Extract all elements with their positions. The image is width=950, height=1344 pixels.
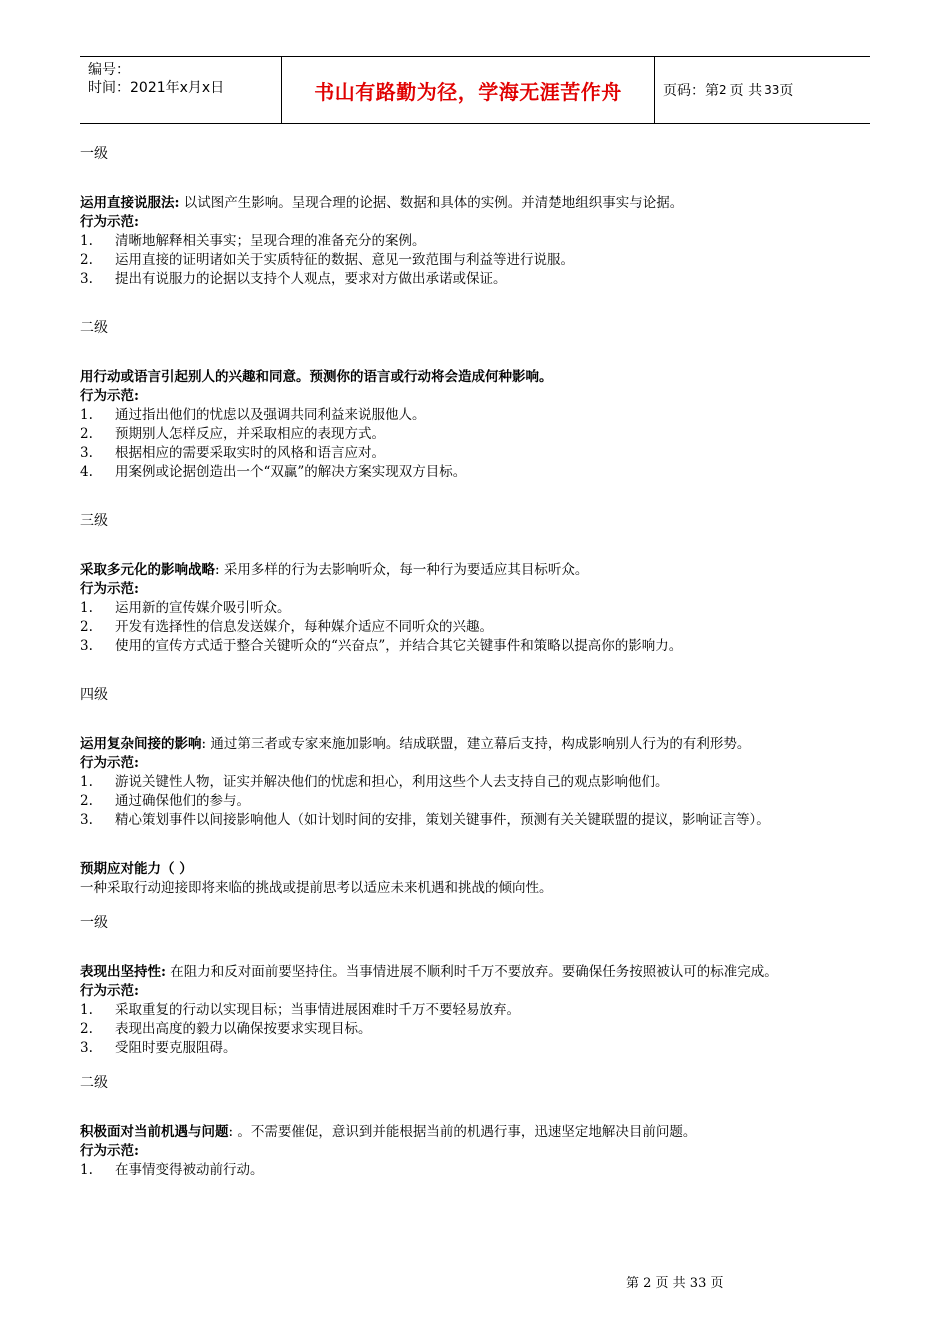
list-item: 2. 运用直接的证明诸如关于实质特征的数据、意见一致范围与利益等进行说服。: [80, 252, 574, 268]
header-meta: [80, 57, 281, 123]
examples-label: 行为示范:: [80, 388, 139, 404]
examples-label: 行为示范:: [80, 214, 139, 230]
examples-label: 行为示范:: [80, 983, 139, 999]
level-heading: 一级: [80, 915, 108, 931]
section-description: [80, 735, 870, 754]
page-footer: 第 2 页 共 33 页: [626, 1276, 724, 1291]
list-item: 1. 采取重复的行动以实现目标；当事情进展困难时千万不要轻易放弃。: [80, 1002, 520, 1018]
list-item: 1. 在事情变得被动前行动。: [80, 1162, 264, 1178]
competency-description: 一种采取行动迎接即将来临的挑战或提前思考以适应未来机遇和挑战的倾向性。: [80, 880, 553, 896]
level-heading: 二级: [80, 1075, 108, 1091]
document-time: 时间：2021年x月x日: [88, 80, 225, 96]
level-heading: 一级: [80, 146, 108, 162]
examples-list: [80, 1161, 870, 1180]
section-title: 用行动或语言引起别人的兴趣和同意。预测你的语言或行动将会造成何种影响。: [80, 369, 553, 385]
section-title: 运用复杂间接的影响: [80, 736, 202, 752]
section-description: [80, 963, 870, 982]
examples-label: 行为示范:: [80, 581, 139, 597]
page-number: 2: [719, 83, 727, 97]
section-description: [80, 1123, 870, 1142]
list-item: 2. 预期别人怎样反应，并采取相应的表现方式。: [80, 426, 385, 442]
page-total: 33: [764, 83, 780, 97]
page-mid: 页 共: [729, 83, 763, 99]
list-item: 1. 通过指出他们的忧虑以及强调共同利益来说服他人。: [80, 407, 426, 423]
list-item: 3. 使用的宣传方式适于整合关键听众的“兴奋点”，并结合其它关键事件和策略以提高你的影响力。: [80, 638, 683, 654]
list-item: 3. 精心策划事件以间接影响他人（如计划时间的安排，策划关键事件，预测有关关键联盟的提议，影响证言等）。: [80, 812, 770, 828]
list-item: 3. 受阻时要克服阻碍。: [80, 1040, 237, 1056]
header-motto: 书山有路勤为径，学海无涯苦作舟: [314, 79, 622, 104]
list-item: 1. 运用新的宣传媒介吸引听众。: [80, 600, 291, 616]
document-number-label: 编号：: [88, 62, 130, 78]
section-desc: 在阻力和反对面前要坚持住。当事情进展不顺利时千万不要放弃。要确保任务按照被认可的标准完成。: [165, 964, 778, 980]
section-description: [80, 561, 870, 580]
section-desc: : 通过第三者或专家来施加影响。结成联盟，建立幕后支持，构成影响别人行为的有利形势。: [201, 736, 751, 752]
level-heading: 二级: [80, 320, 108, 336]
examples-list: [80, 232, 870, 289]
examples-list: [80, 1001, 870, 1058]
examples-list: [80, 773, 870, 830]
section-title: 采取多元化的影响战略: [80, 562, 215, 578]
section-title: 积极面对当前机遇与问题: [80, 1124, 229, 1140]
examples-label: 行为示范:: [80, 755, 139, 771]
section-description: [80, 368, 870, 387]
examples-list: [80, 599, 870, 656]
list-item: 2. 表现出高度的毅力以确保按要求实现目标。: [80, 1021, 372, 1037]
list-item: 1. 清晰地解释相关事实；呈现合理的准备充分的案例。: [80, 233, 426, 249]
section-desc: : 。不需要催促，意识到并能根据当前的机遇行事，迅速坚定地解决目前问题。: [228, 1124, 697, 1140]
list-item: 3. 提出有说服力的论据以支持个人观点，要求对方做出承诺或保证。: [80, 271, 507, 287]
level-heading: 四级: [80, 687, 108, 703]
document-header: [80, 56, 870, 124]
section-description: [80, 194, 870, 213]
level-heading: 三级: [80, 513, 108, 529]
section-desc: 以试图产生影响。呈现合理的论据、数据和具体的实例。并清楚地组织事实与论据。: [179, 195, 684, 211]
section-desc: : 采用多样的行为去影响听众，每一种行为要适应其目标听众。: [215, 562, 589, 578]
examples-list: [80, 406, 870, 482]
page-end: 页: [779, 83, 794, 99]
list-item: 2. 开发有选择性的信息发送媒介，每种媒介适应不同听众的兴趣。: [80, 619, 493, 635]
section-title: 运用直接说服法:: [80, 195, 180, 211]
examples-label: 行为示范:: [80, 1143, 139, 1159]
list-item: 4. 用案例或论据创造出一个“双赢”的解决方案实现双方目标。: [80, 464, 467, 480]
section-title: 表现出坚持性:: [80, 964, 166, 980]
document-body: [80, 145, 870, 1180]
list-item: 1. 游说关键性人物，证实并解决他们的忧虑和担心，利用这些个人去支持自己的观点影响他们。: [80, 774, 669, 790]
list-item: 3. 根据相应的需要采取实时的风格和语言应对。: [80, 445, 385, 461]
competency-title: 预期应对能力（ ）: [80, 861, 193, 877]
list-item: 2. 通过确保他们的参与。: [80, 793, 250, 809]
header-motto-cell: [281, 57, 655, 123]
header-page-info: [655, 57, 870, 123]
page-label: 页码：第: [663, 83, 719, 99]
